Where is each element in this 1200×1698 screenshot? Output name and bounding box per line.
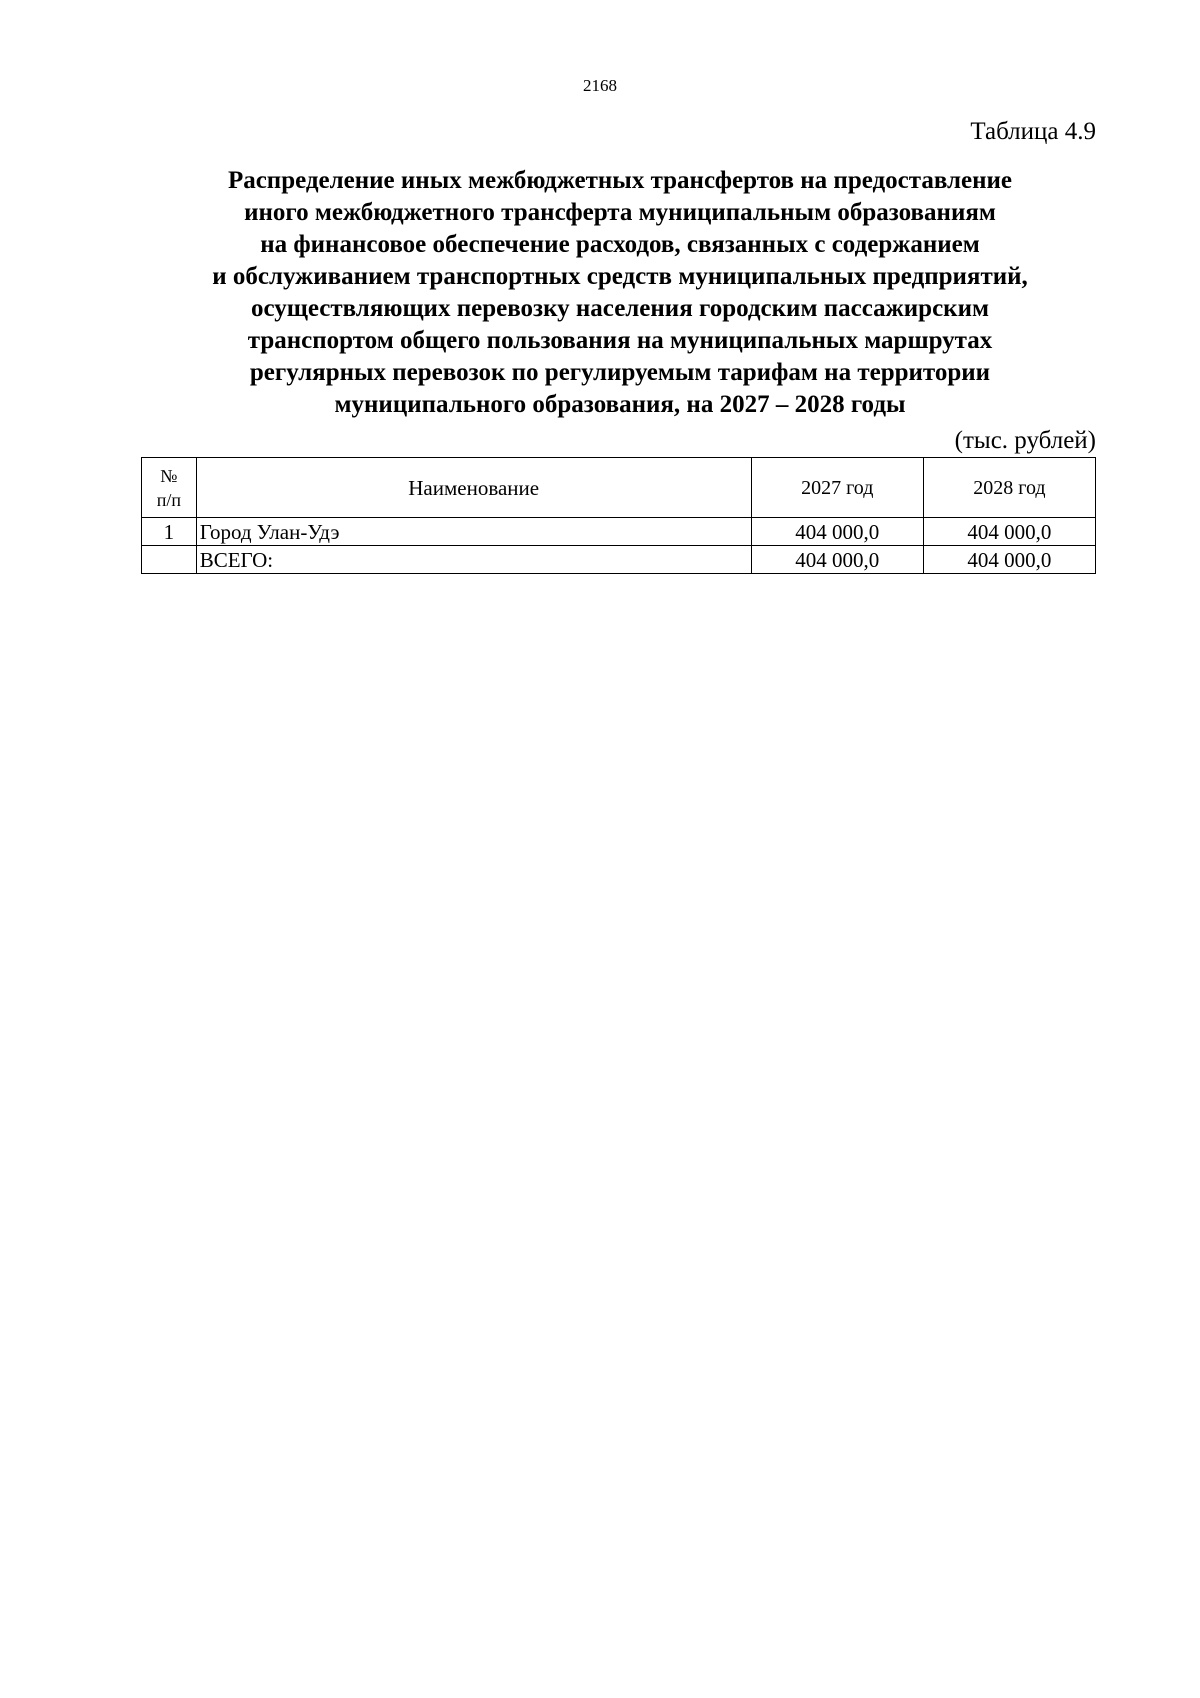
page-number: 2168 <box>583 76 617 95</box>
table-total-row <box>142 546 1096 574</box>
table-label: Таблица 4.9 <box>970 118 1096 145</box>
row-value-2028: 404 000,0 <box>923 518 1095 546</box>
row-name: ВСЕГО: <box>196 546 751 574</box>
title-line: регулярных перевозок по регулируемым тарифам на территории <box>249 359 991 386</box>
units-label: (тыс. рублей) <box>954 427 1096 454</box>
row-value-2027: 404 000,0 <box>751 546 923 574</box>
transfer-table <box>141 457 1096 574</box>
row-number <box>142 546 197 574</box>
header-name: Наименование <box>196 458 751 518</box>
title-line: муниципального образования, на 2027 – 2028 годы <box>334 391 906 418</box>
title-line: осуществляющих перевозку населения городским пассажирским <box>250 295 990 322</box>
header-number <box>142 458 197 518</box>
title-line: транспортом общего пользования на муниципальных маршрутах <box>247 327 993 354</box>
row-number: 1 <box>142 518 197 546</box>
title-line: иного межбюджетного трансферта муниципальным образованиям <box>244 199 996 226</box>
header-year-2028: 2028 год <box>923 458 1095 518</box>
row-value-2027: 404 000,0 <box>751 518 923 546</box>
table-header-row <box>142 458 1096 518</box>
header-number-symbol: № <box>160 465 178 486</box>
row-name: Город Улан-Удэ <box>196 518 751 546</box>
header-year-2027: 2027 год <box>751 458 923 518</box>
title-line: и обслуживанием транспортных средств муниципальных предприятий, <box>212 263 1028 290</box>
title-line: на финансовое обеспечение расходов, связанных с содержанием <box>260 231 980 258</box>
row-value-2028: 404 000,0 <box>923 546 1095 574</box>
title-line: Распределение иных межбюджетных трансфертов на предоставление <box>227 167 1013 194</box>
table-row <box>142 518 1096 546</box>
document-title <box>140 165 1100 421</box>
header-number-abbrev: п/п <box>156 489 181 510</box>
